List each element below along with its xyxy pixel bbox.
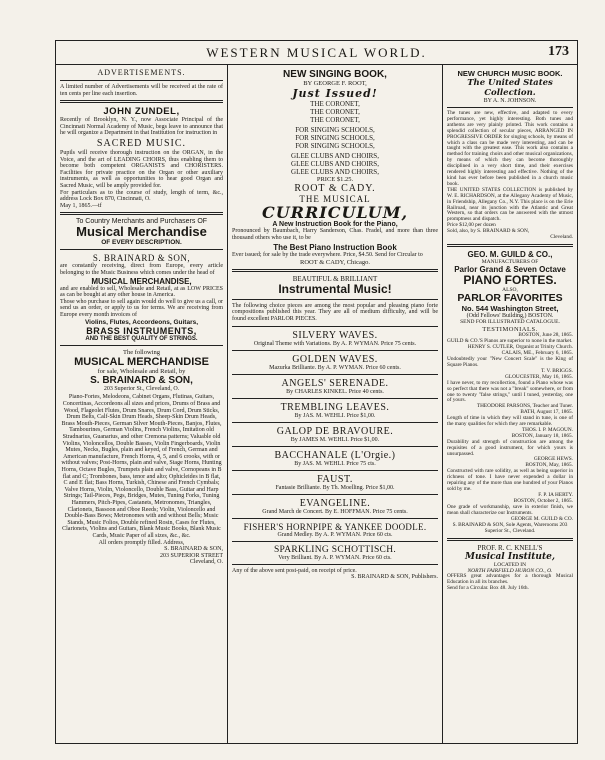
best-quality: AND THE BEST QUALITY OF STRINGS. [85, 336, 198, 343]
piece-title: SPARKLING SCHOTTISCH. [273, 544, 397, 555]
instrumental-music: Instrumental Music! [278, 281, 392, 296]
testimonial-place: GLOUCESTER, May 16, 1865. [505, 373, 573, 380]
testimonials-heading: TESTIMONIALS. [482, 326, 538, 334]
testimonial-text: Durability and strength of construction are among the requisites of a good instrument, for which yours is unsurpassed. [447, 438, 573, 457]
knell-heading: PROF. R. C. KNELL'S [477, 544, 543, 553]
glee-3: GLEE CLUBS AND CHOIRS, [291, 168, 379, 176]
testimonial-text: Constructed with rare solidity, as well as being superior in richness of tone. I have never expended a dollar in repairing any of the more than one hundred of your Pianos sold by me. [447, 468, 573, 492]
column-right [443, 65, 577, 743]
piece-desc: Fantasie Brilliante. By Th. Moelling. Price $1,00. [275, 484, 395, 491]
piece-desc: By JAS. M. WEHLI. Price $1,00. [294, 412, 376, 419]
coronet-1: THE CORONET, [310, 100, 360, 108]
beautiful-brilliant: BEAUTIFUL & BRILLIANT [292, 274, 378, 283]
glee-1: GLEE CLUBS AND CHOIRS, [291, 152, 379, 160]
brainard-text-3: Those who purchase to sell again would do well to give us a call, or send us an order, or apply to us for terms. We are receiving from Europe every month invoices of [60, 298, 223, 318]
curriculum-title: CURRICULUM, [261, 203, 409, 222]
every-description: OF EVERY DESCRIPTION. [101, 239, 182, 247]
violins-line: Violins, Flutes, Accordeons, Guitars, [84, 319, 199, 327]
testimonial-place: BOSTON, January 18, 1865. [511, 432, 573, 439]
coronet-price: PRICE $1.25. [316, 176, 354, 183]
zundel-name: JOHN ZUNDEL, [103, 106, 180, 118]
best-text: Ever issued; for sale by the trade everywhere. Price, $4.50. Send for Circular to [232, 252, 423, 259]
also: ALSO, [502, 286, 518, 293]
just-issued: Just Issued! [292, 87, 378, 100]
piece-title: BACCHANALE (L'Orgie.) [274, 449, 396, 461]
piece-desc: By JAS. M. WEHLI. Price 75 cts. [294, 460, 376, 467]
sacred-music-heading: SACRED MUSIC. [96, 137, 187, 149]
piece-desc: Mazurka Brilliante. By A. P. WYMAN. Price 60 cents. [269, 364, 401, 371]
testimonial-signature: THEODORE PARSONS, Teacher and Tuner. [476, 403, 573, 410]
instrumental-text: The following choice pieces are among the most popular and pleasing piano forte compositions published this year. They are all of medium difficulty, and will be found excellent PARLOR PIECES. [232, 302, 438, 322]
piece-desc: Very Brilliant. By A. P. WYMAN. Price 60 cts. [278, 554, 392, 561]
piece-title: SILVERY WAVES. [292, 329, 378, 341]
musical-merchandise-heading: Musical Merchandise [76, 224, 207, 240]
piece-item [232, 330, 438, 347]
odd-fellows: (Odd Fellows' Building,) BOSTON. [466, 313, 554, 320]
no-544: No. 544 Washington Street, [461, 304, 559, 314]
zundel-text: Recently of Brooklyn, N. Y., now Associate Principal of the Cincinnati Normal Academy of Music, begs leave to announce that he will organize a Department in that Institution for instruction in [60, 117, 223, 137]
page-header [56, 41, 577, 65]
piece-item [232, 378, 438, 395]
located: LOCATED IN [493, 562, 527, 569]
testimonial-item [447, 499, 573, 523]
periodical-title: WESTERN MUSICAL WORLD. [206, 45, 427, 60]
piece-desc: Grand March de Concert. By E. HOFFMAN. Price 75 cents. [262, 508, 408, 515]
advertisements-heading: ADVERTISEMENTS. [97, 68, 186, 77]
publishers: S. BRAINARD & SON, Publishers. [351, 574, 438, 581]
the-following: The following [122, 349, 160, 357]
for-singing-1: FOR SINGING SCHOOLS, [295, 126, 375, 134]
piece-title: EVANGELINE. [299, 497, 371, 509]
the-musical: THE MUSICAL [299, 194, 371, 204]
testimonial-signature: F. P. IA HERTY. [538, 491, 573, 498]
musical-institute: Musical Institute, [465, 552, 555, 563]
send-catalogue: SEND FOR ILLUSTRATED CATALOGUE. [460, 319, 560, 326]
signature-name: S. BRAINARD & SON, [164, 546, 223, 553]
glee-2: GLEE CLUBS AND CHOIRS, [291, 160, 379, 168]
curriculum-text: Pronounced by Baumbach, Harry Sanderson, Chas. Fradel, and more than three thousand others who use it, to be [232, 228, 438, 241]
coronet-2: THE CORONET, [310, 108, 360, 116]
brainard-big: S. BRAINARD & SON, [90, 375, 193, 387]
testimonial-text: One grade of workmanship, save in exterior finish, we mean shall characterize our Instruments. [447, 503, 573, 516]
document-page [55, 40, 578, 744]
piece-item [232, 522, 438, 538]
piece-item [232, 498, 438, 515]
brainard-heading: S. BRAINARD & SON, [92, 253, 191, 264]
piece-desc: By CHARLES KINKEL. Price 40 cents. [286, 388, 384, 395]
coronet-3: THE CORONET, [310, 116, 360, 124]
testimonial-signature: HENRY S. CUTLER, Organist at Trinity Church. [467, 344, 573, 351]
testimonial-place: BOSTON, June 28, 1865. [518, 332, 573, 339]
zundel-text-2: Pupils will receive thorough instruction on the ORGAN, in the Voice, and the art of LEADING CHOIRS, thus enabling them to become both competent ORGANISTS and CHORISTERS. Facilities for private practice on the Organ or other auxiliary instruments, as well as opportunities to hear good Organ and Sacred Music, will be amply provided for. [60, 149, 223, 189]
church-price: Price $12,00 per dozen [447, 222, 496, 229]
new-church-music-book: NEW CHURCH MUSIC BOOK. [457, 69, 563, 78]
piece-title: TREMBLING LEAVES. [280, 401, 390, 413]
brainard-text: are constantly receiving, direct from Europe, every article belonging to the Music Business which comes under the head of [60, 263, 223, 276]
by-johnson: BY A. N. JOHNSON. [483, 98, 537, 104]
goods-list: Piano-Fortes, Melodeons, Cabinet Organs, Flutinas, Guitars, Concertinas, Accordeons all sizes and prices, Drums of Brass and Wood, Flageolet Flutes, Drum Snares, Drum Cord, Drum Sticks, Drum Belts, Calf-Skin Drum Heads, Sheep-Skin Drum Heads, Brass Mouth-Pieces, German Silver Mouth-Pieces, Banjos, Flutes, Tambourines, German Violins, French Violins, Imitation old Stradnarius, Guanarius, and other Cremona patterns; Valuable old Violins, Violoncellos, Double Basses, Violin Fingerboards, Violin Mutes, Necks, Bugles, plain and keyed, of French, German and American manufacture, French Horns, 4, 5, and 6 crooks, with or without valves; Post-Horns, plain and valve, Stage Horns, Hunting Horns, Octave Bugles, Trumpets plain and valve, Cornopeans in B flat and C; Trombones, bass, tenor and alto; Ophicleides in B flat, C and E flat; Bass Horns, Turkish, Chinese and French Cymbals; Valve Horns, Violin, Violoncello, Double Bass, Guitar and Harp Strings; Tail-Pieces, Pegs, Bridges, Mutes, Tuning Forks, Tuning Hammers, Pitch-Pipes, Castanets, Metronomes, Triangles, Clarionets, Bassoon and Oboe Reeds; Violin, Violoncello and Double-Bass Bows; Metronomes with and without Bells; Music Stands, Music Folios, Double refined Rosin, Cases for Flutes, Clarionets, Violins and Guitars, Blank Music Books, Blank Music Cards, Music Paper of all sizes, &c., &c. [61, 394, 222, 539]
piece-title: GALOP DE BRAVOURE. [276, 425, 394, 437]
new-singing-book: NEW SINGING BOOK, [283, 69, 387, 80]
church-text-2: THE UNITED STATES COLLECTION is published by W. E. RICHARDSON, at the Allegany Academy of Music, in Friendship, Allegany Co., N.Y. This place is on the Erie Railroad, near its junction with the Atlantic and Great Western, so that orders can be answered with the utmost promptness and dispatch. [447, 186, 573, 223]
advertisements-note: A limited number of Advertisements will be received at the rate of ten cents per line each insertion. [60, 84, 223, 97]
sole-agents: S. BRAINARD & SON, Sole Agents, Warerooms 203 Superior St., Cleveland. [452, 522, 568, 535]
us-collection: The United States Collection. [467, 78, 553, 98]
column-left [56, 65, 228, 743]
for-singing-2: FOR SINGING SCHOOLS, [295, 134, 375, 142]
for-sale-line: for sale, Wholesale and Retail, by [97, 368, 186, 376]
testimonial-text: I have never, to my recollection, found a Piano whose was so perfect that there was not a "break" somewhere, or from one to twenty "false strings," until I tuned, yesterday, one of yours. [447, 379, 573, 404]
testimonial-item [447, 463, 573, 498]
zundel-date: May 1, 1865.—tf [60, 202, 102, 209]
by-root: BY GEORGE F. ROOT, [303, 80, 367, 87]
piece-item [232, 474, 438, 491]
musical-merchandise-3: MUSICAL MERCHANDISE [74, 356, 209, 369]
church-sold: Sold, also, by S. BRAINARD & SON, [447, 228, 530, 235]
piece-item [232, 426, 438, 443]
testimonial-item [447, 410, 573, 434]
piece-item [232, 402, 438, 419]
testimonial-place: BATH, August 17, 1865. [520, 409, 573, 416]
piece-title: FAUST. [317, 473, 353, 485]
musical-merchandise-2: MUSICAL MERCHANDISE, [91, 276, 192, 286]
testimonial-signature: T. V. BRIGGS. [541, 367, 573, 374]
testimonial-text: Undoubtedly your "New Concert Scale" is the King of Square Pianos. [447, 356, 573, 368]
brainard-address: 203 Superior St., Cleveland, O. [103, 386, 180, 393]
piano-fortes: PIANO FORTES. [463, 272, 557, 287]
testimonial-item [447, 375, 573, 410]
testimonial-item [447, 333, 573, 351]
any-above: Any of the above sent post-paid, on receipt of price. [232, 567, 357, 574]
knell-circular: Send for a Circular. Box 48. July 16th. [447, 585, 529, 592]
guild-heading: GEO. M. GUILD & CO., [467, 249, 553, 259]
piece-desc: By JAMES M. WEHLI. Price $1,00. [290, 436, 380, 443]
column-middle [228, 65, 443, 743]
piece-desc: Original Theme with Variations. By A. P. WYMAN. Price 75 cents. [253, 340, 417, 347]
signature-address-1: 203 SUPERIOR STREET [159, 552, 223, 559]
signature-address-2: Cleveland, O. [189, 559, 223, 566]
testimonial-item [447, 351, 573, 375]
parlor-favorites: PARLOR FAVORITES [457, 291, 563, 304]
root-cady-chicago: ROOT & CADY, Chicago. [300, 258, 370, 266]
testimonial-place: CALAIS, ME., February 6, 1865. [501, 350, 573, 357]
piece-item [232, 354, 438, 371]
testimonial-text: GUILD & CO.'S Pianos are superior to none in the market. [447, 338, 573, 345]
testimonial-signature: GEORGE M. GUILD & CO. [510, 515, 573, 522]
piece-item [232, 545, 438, 561]
church-city: Cleveland. [550, 234, 573, 241]
testimonial-item [447, 434, 573, 464]
testimonial-text: Length of time in which they will stand in tune, is one of the many qualities for which they are remarkable. [447, 415, 573, 428]
orders-line: All orders promptly filled. Address, [98, 539, 185, 546]
for-singing-3: FOR SINGING SCHOOLS, [295, 142, 375, 150]
knell-text: OFFERS great advantages for a thorough Musical Education in all its branches. [447, 573, 573, 586]
merchants-line: To Country Merchants and Purchasers OF [75, 218, 208, 226]
zundel-text-3: For particulars as to the course of study, length of term, &c., address Lock Box 870, Cincinnati, O. [60, 189, 223, 203]
piece-item [232, 450, 438, 467]
manufacturers: MANUFACTURERS OF [481, 258, 539, 265]
piece-title: ANGELS' SERENADE. [281, 377, 389, 389]
parlor-grand: Parlor Grand & Seven Octave [454, 264, 566, 274]
piece-desc: Grand Medley. By A. P. WYMAN. Price 60 cts. [277, 531, 393, 538]
curriculum-subtitle: A New Instruction Book for the Piano, [272, 221, 398, 228]
testimonial-place: BOSTON, May, 1865. [525, 462, 573, 469]
testimonial-signature: GEORGE HEWS. [533, 456, 573, 463]
brass-instruments: BRASS INSTRUMENTS, [86, 326, 197, 337]
brainard-text-2: and are enabled to sell, Wholesale and Retail, at as LOW PRICES as can be bought at any other house in America. [60, 285, 223, 299]
root-cady: ROOT & CADY. [294, 183, 376, 194]
piece-title: GOLDEN WAVES. [292, 353, 378, 365]
page-number: 173 [548, 44, 569, 59]
testimonial-signature: THOS. I. P. MAGOUN. [521, 426, 573, 433]
piece-title: FISHER'S HORNPIPE & YANKEE DOODLE. [243, 521, 427, 532]
knell-location: NORTH FAIRFIELD HURON CO., O. [467, 568, 553, 575]
church-text: The tunes are new, effective, and adapted to every performance, yet highly interesting. Both tunes and anthems are very plainly printed. This work contains a splendid collection of secular pieces, ARRANGED IN PROGRESSIVE ORDER for singing schools, by means of which a class can be made very interesting, and can be taught with the greatest ease. This work also contains a method for training choirs and other musical organizations, by means of which they can become thoroughly disciplined in a very short time, and their exercises rendered highly interesting and effective. Nothing of the kind has ever before been published in a church music book. [447, 110, 573, 187]
testimonial-place: BOSTON, October 2, 1865. [513, 497, 573, 504]
best-piano-book: The Best Piano Instruction Book [273, 243, 397, 253]
